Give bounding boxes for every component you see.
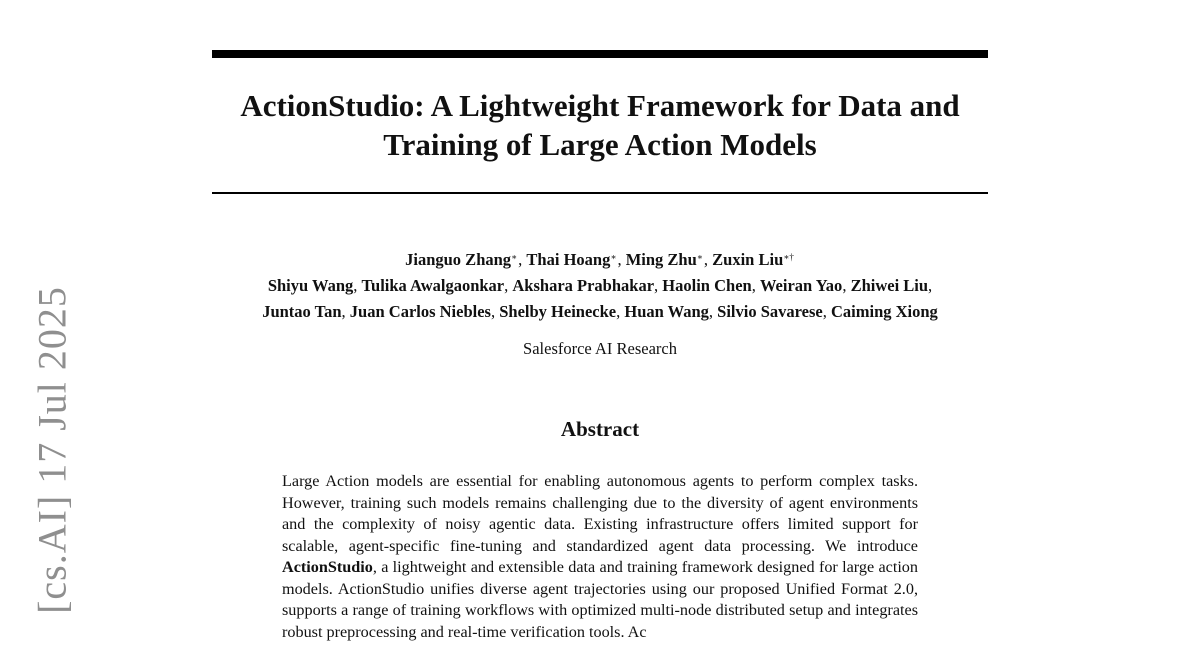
author-separator: , (616, 302, 625, 321)
author-name: Weiran Yao (759, 276, 843, 295)
abstract-text-part-2: , a lightweight and extensible data and training framework designed for large action models. ActionStudio unifies diverse agent trajectories using our proposed Unified Format 2.0, supports a range of training workflows with optimized multi-node distributed setup and integrates robust preprocessing and real-time verification tools. Ac (282, 558, 918, 641)
author-separator: , (751, 276, 760, 295)
author-name: Zhiwei Liu (850, 276, 929, 295)
author-separator: , (617, 250, 626, 269)
author-separator: , (703, 250, 713, 269)
author-separator: , (518, 250, 527, 269)
author-separator: , (353, 276, 362, 295)
author-footnote-mark: ∗ (696, 252, 703, 262)
author-line (150, 273, 1050, 299)
author-name: Silvio Savarese (717, 302, 823, 321)
author-line (150, 299, 1050, 325)
author-line (150, 247, 1050, 273)
author-separator: , (842, 276, 851, 295)
author-name: Juan Carlos Niebles (349, 302, 491, 321)
author-footnote-mark: ∗ (511, 252, 518, 262)
paper-title (212, 86, 988, 164)
author-name: Shelby Heinecke (499, 302, 617, 321)
author-list (150, 247, 1050, 325)
author-separator: , (341, 302, 350, 321)
author-separator: , (708, 302, 718, 321)
title-bottom-rule (212, 192, 988, 194)
author-separator: , (654, 276, 663, 295)
author-separator: , (928, 276, 933, 295)
author-name: Zuxin Liu (712, 250, 784, 269)
author-name: Akshara Prabhakar (512, 276, 655, 295)
author-name: Tulika Awalgaonkar (361, 276, 505, 295)
author-separator: , (504, 276, 513, 295)
paper-title-line-2: Training of Large Action Models (383, 127, 817, 162)
author-footnote-mark: ∗ (610, 252, 617, 262)
abstract-emphasis-actionstudio: ActionStudio (282, 558, 373, 576)
abstract-text-part-1: Large Action models are essential for enabling autonomous agents to perform complex tasks. However, training such models remains challenging due to the diversity of agent environments and the complexity of noisy agentic data. Existing infrastructure offers limited support for scalable, agent-specific fine-tuning and standardized agent data processing. We introduce (282, 472, 918, 555)
author-footnote-mark: ∗† (783, 252, 794, 262)
author-separator: , (822, 302, 831, 321)
arxiv-stamp: [cs.AI] 17 Jul 2025 (29, 286, 75, 614)
author-separator: , (490, 302, 500, 321)
author-name: Haolin Chen (662, 276, 752, 295)
author-name: Jianguo Zhang (405, 250, 512, 269)
author-name: Caiming Xiong (830, 302, 938, 321)
abstract-heading: Abstract (560, 417, 640, 441)
author-name: Ming Zhu (625, 250, 697, 269)
author-name: Juntao Tan (262, 302, 342, 321)
abstract-text (282, 471, 918, 643)
paper-title-line-1: ActionStudio: A Lightweight Framework for Data and (240, 88, 960, 123)
author-name: Huan Wang (624, 302, 709, 321)
author-name: Thai Hoang (526, 250, 611, 269)
affiliation: Salesforce AI Research (523, 339, 677, 358)
author-name: Shiyu Wang (267, 276, 354, 295)
title-top-rule (212, 50, 988, 58)
